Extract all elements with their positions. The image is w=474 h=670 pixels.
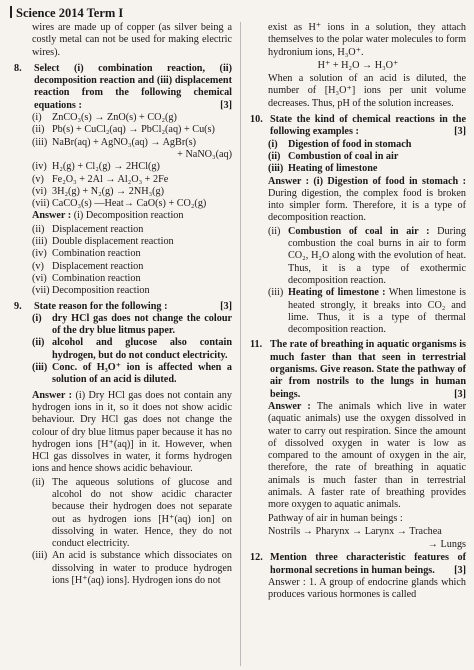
page-header [10,6,123,21]
header-title: Science 2014 Term I [16,6,124,20]
equation: (v) Fe₂O₃ + 2Al → Al₂O₃ + 2Fe [32,173,169,185]
q8-equations [14,112,232,210]
q8-answer-label: Answer : (i) Decomposition reaction [32,210,184,222]
equation: (iii) NaBr(aq) + AgNO₃(aq) → AgBr(s) [32,136,196,148]
q11-pathway-label: Pathway of air in human beings : [268,512,403,524]
answer-item: (ii) Displacement reaction [32,223,144,235]
q10-answer-iii: (iii) Heating of limestone : When limestone is heated strongly, it breaks into CO₂ and lime. Thus, it is a type of thermal decomposition reaction. [268,287,466,336]
q10-part: (iii) Heating of limestone [268,163,378,175]
q12-answer: Answer : 1. A group of endocrine glands which produces various hormones is called [268,577,466,601]
q10-part: (i) Digestion of food in stomach [268,138,412,150]
question-12: 12. Mention three characteristic features of hormonal secretions in human beings. [3] [250,552,466,576]
column-divider [240,22,241,666]
q10-part: (ii) Combustion of coal in air [268,150,399,162]
equation: (iv) H₂(g) + Cl₂(g) → 2HCl(g) [32,161,160,173]
header-bar [10,6,12,18]
q9-answer-ii: (ii) The aqueous solutions of glucose and alcohol do not show acidic character because their hydrogen does not separate out as hydrogen ions [H⁺(aq) ion] on dissolving in water. Hence, they do not conduct electricity. [32,476,232,550]
q9-number: 9. [14,300,22,312]
q9-answer: Answer : (i) Dry HCl gas does not contain any hydrogen ions in it, so it does not show acidic behaviour. Dry HCl gas does not change the colour of dry blue litmus paper because it has no hydrogen ions [H⁺(aq)] in it. However, when HCl gas dissolves in water, it forms hydrogen ions and hence shows acidic behaviour. [32,389,232,475]
answer-item: (vii) Decomposition reaction [32,285,150,297]
equation: + NaNO₃(aq) [177,148,232,160]
q9-text: State reason for the following : [34,300,168,312]
equation: (i) ZnCO₃(s) → ZnO(s) + CO₂(g) [32,112,177,124]
q8-text: Select (i) combination reaction, (ii) decomposition reaction and (iii) displacement reaction from the following chemical equations : [34,62,232,111]
q11-pathway-end: → Lungs [427,539,466,551]
q8-marks: [3] [220,99,232,111]
q10-answer-ii: (ii) Combustion of coal in air : During combustion the coal burns in air to form CO₂, H₂O along with the evolution of heat. Thus, it is a type of exothermic decomposition reaction. [268,225,466,286]
question-8 [14,63,232,112]
answer-item: (iii) Double displacement reaction [32,236,174,248]
question-10: 10. State the kind of chemical reactions in the following examples : [3] [250,114,466,138]
question-11: 11. The rate of breathing in aquatic organisms is much faster than that seen in terrestrial organisms. Give reason. State the pathway of air from nostrils to the lungs in human beings. [3] [250,339,466,400]
answer-item: (iv) Combination reaction [32,248,141,260]
q9-part: (i) dry HCl gas does not change the colour of the dry blue litmus paper. [32,312,232,337]
q9-part: (iii) Conc. of H₃O⁺ ion is affected when a solution of an acid is diluted. [32,362,232,386]
equation: (vii) CaCO₃(s) —Heat→ CaO(s) + CO₂(g) [32,198,207,210]
q9-answer-iii: (iii) An acid is substance which dissociates on dissolving in water to produce hydrogen ions [H⁺(aq) ions]. Hydrogen ions do not [32,550,232,587]
intro-text: wires are made up of copper (as silver being a costly metal can not be used for making electric wires). [32,22,232,58]
q8-number: 8. [14,62,22,74]
q10-answer-i: Answer : (i) Digestion of food in stomach : During digestion, the complex food is broken into simpler form. Therefore, it is a type of decomposition reaction. [268,175,466,224]
q11-pathway: Nostrils → Pharynx → Larynx → Trachea [268,525,442,537]
left-column [14,22,232,587]
continued-text-2: When a solution of an acid is diluted, the number of [H₃O⁺] ions per unit volume decreases. Thus, pH of the solution increases. [268,73,466,109]
q9-part: (ii) alcohol and glucose also contain hydrogen, but do not conduct electricity. [32,337,232,361]
hydronium-equation: H⁺ + H₂O → H₃O⁺ [317,59,399,71]
equation: (vi) 3H₂(g) + N₂(g) → 2NH₃(g) [32,185,165,197]
continued-text: exist as H⁺ ions in a solution, they attach themselves to the polar water molecules to form hydronium ions, H₃O⁺. [268,22,466,58]
q9-marks: [3] [220,300,232,312]
answer-item: (v) Displacement reaction [32,260,144,272]
answer-item: (vi) Combination reaction [32,272,141,284]
question-9 [14,301,232,313]
equation: (ii) Pb(s) + CuCl₂(aq) → PbCl₂(aq) + Cu(s) [32,124,215,136]
right-column [250,22,466,603]
q11-answer: Answer : The animals which live in water (aquatic animals) use the oxygen dissolved in water to carry out respiration. Since the amount of dissolved oxygen in water is low as compared to the amount of oxygen in the air, therefore, the rate of breathing in aquatic animals is much faster than in terrestrial animals. A faster rate of breathing provides more oxygen to aquatic animals. [268,400,466,511]
